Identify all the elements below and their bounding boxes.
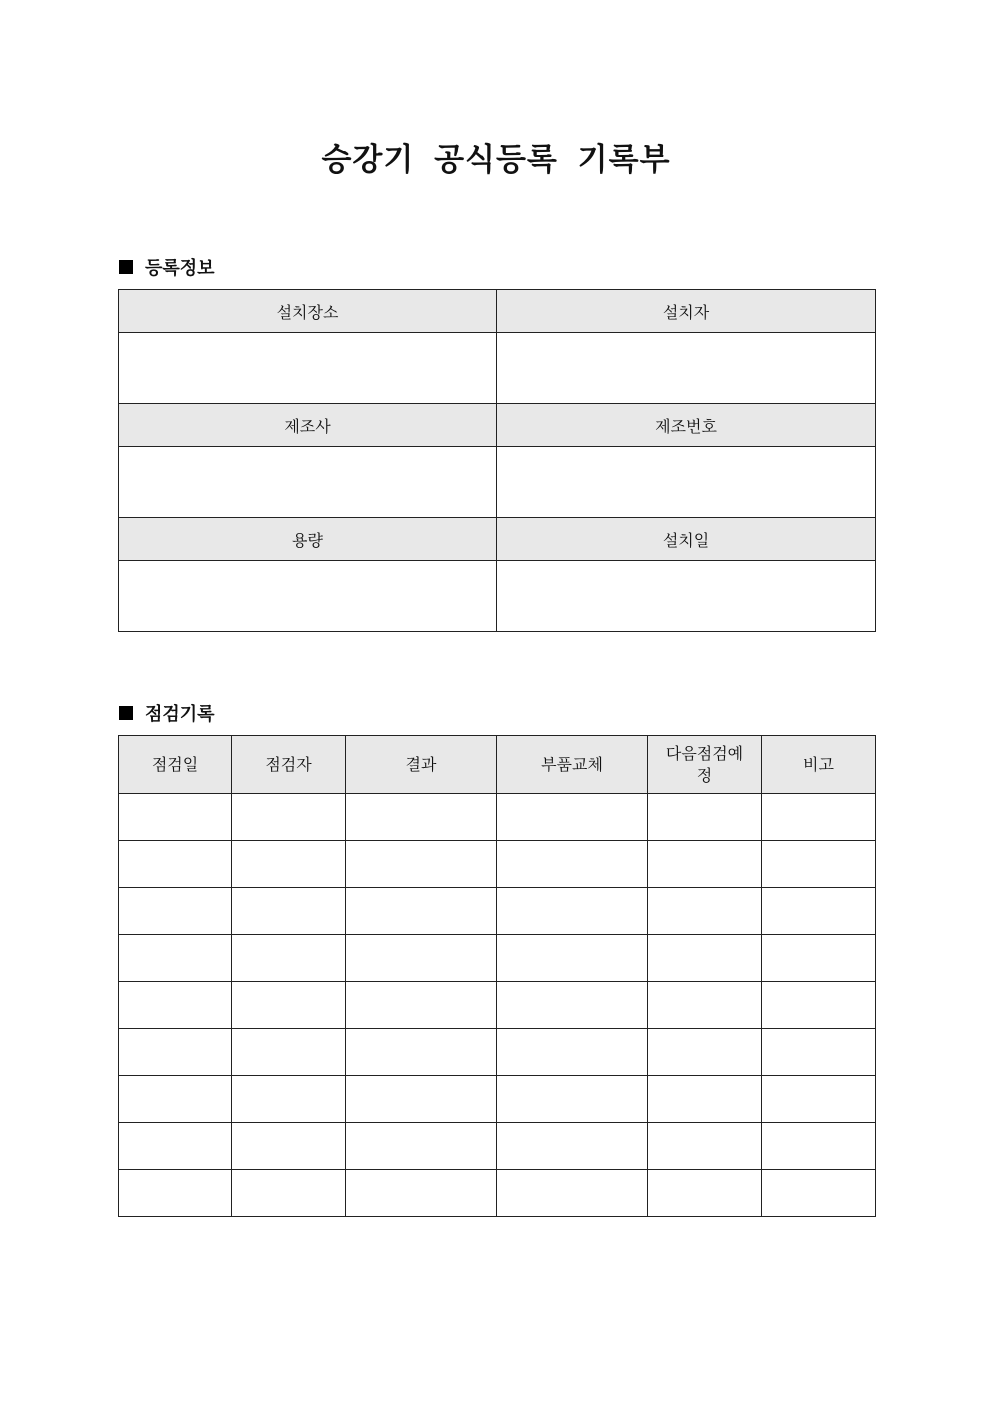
table-row bbox=[119, 888, 876, 935]
column-header-notes: 비고 bbox=[762, 736, 876, 794]
cell-next-inspection[interactable] bbox=[648, 1076, 762, 1123]
cell-result[interactable] bbox=[346, 888, 497, 935]
square-bullet-icon bbox=[119, 706, 133, 720]
cell-notes[interactable] bbox=[762, 982, 876, 1029]
cell-notes[interactable] bbox=[762, 841, 876, 888]
cell-inspector[interactable] bbox=[232, 794, 346, 841]
cell-parts-replaced[interactable] bbox=[497, 935, 648, 982]
inspection-header-row bbox=[119, 736, 876, 794]
cell-parts-replaced[interactable] bbox=[497, 888, 648, 935]
field-value-location[interactable] bbox=[119, 333, 497, 404]
cell-inspector[interactable] bbox=[232, 1076, 346, 1123]
cell-date[interactable] bbox=[119, 1029, 232, 1076]
cell-date[interactable] bbox=[119, 1123, 232, 1170]
cell-notes[interactable] bbox=[762, 935, 876, 982]
cell-result[interactable] bbox=[346, 982, 497, 1029]
cell-date[interactable] bbox=[119, 982, 232, 1029]
cell-parts-replaced[interactable] bbox=[497, 1029, 648, 1076]
cell-parts-replaced[interactable] bbox=[497, 982, 648, 1029]
cell-notes[interactable] bbox=[762, 888, 876, 935]
cell-parts-replaced[interactable] bbox=[497, 794, 648, 841]
cell-inspector[interactable] bbox=[232, 935, 346, 982]
table-row bbox=[119, 841, 876, 888]
field-label-install-date: 설치일 bbox=[497, 518, 876, 561]
registration-heading-label: 등록정보 bbox=[145, 258, 215, 279]
table-row bbox=[119, 935, 876, 982]
cell-inspector[interactable] bbox=[232, 1170, 346, 1217]
cell-date[interactable] bbox=[119, 841, 232, 888]
table-row bbox=[119, 1170, 876, 1217]
registration-heading bbox=[119, 254, 215, 280]
cell-date[interactable] bbox=[119, 1170, 232, 1217]
field-label-location: 설치장소 bbox=[119, 290, 497, 333]
cell-parts-replaced[interactable] bbox=[497, 1123, 648, 1170]
column-header-next-inspection: 다음점검예정 bbox=[648, 736, 762, 794]
cell-date[interactable] bbox=[119, 935, 232, 982]
cell-result[interactable] bbox=[346, 1123, 497, 1170]
cell-inspector[interactable] bbox=[232, 888, 346, 935]
inspection-heading-label: 점검기록 bbox=[145, 704, 215, 725]
cell-next-inspection[interactable] bbox=[648, 1123, 762, 1170]
table-row bbox=[119, 982, 876, 1029]
cell-date[interactable] bbox=[119, 794, 232, 841]
field-label-manufacturer: 제조사 bbox=[119, 404, 497, 447]
table-row bbox=[119, 794, 876, 841]
cell-parts-replaced[interactable] bbox=[497, 1076, 648, 1123]
registration-table bbox=[118, 289, 876, 632]
field-value-manufacturer[interactable] bbox=[119, 447, 497, 518]
cell-parts-replaced[interactable] bbox=[497, 1170, 648, 1217]
inspection-heading bbox=[119, 700, 215, 726]
cell-parts-replaced[interactable] bbox=[497, 841, 648, 888]
field-value-install-date[interactable] bbox=[497, 561, 876, 632]
column-header-date: 점검일 bbox=[119, 736, 232, 794]
column-header-parts-replaced: 부품교체 bbox=[497, 736, 648, 794]
cell-next-inspection[interactable] bbox=[648, 794, 762, 841]
field-value-installer[interactable] bbox=[497, 333, 876, 404]
cell-notes[interactable] bbox=[762, 1076, 876, 1123]
cell-result[interactable] bbox=[346, 841, 497, 888]
column-header-inspector: 점검자 bbox=[232, 736, 346, 794]
cell-next-inspection[interactable] bbox=[648, 888, 762, 935]
field-label-installer: 설치자 bbox=[497, 290, 876, 333]
table-row bbox=[119, 1029, 876, 1076]
cell-inspector[interactable] bbox=[232, 982, 346, 1029]
cell-notes[interactable] bbox=[762, 1123, 876, 1170]
page-title: 승강기 공식등록 기록부 bbox=[321, 142, 671, 178]
cell-notes[interactable] bbox=[762, 1029, 876, 1076]
cell-next-inspection[interactable] bbox=[648, 982, 762, 1029]
cell-inspector[interactable] bbox=[232, 841, 346, 888]
field-value-serial-number[interactable] bbox=[497, 447, 876, 518]
cell-result[interactable] bbox=[346, 935, 497, 982]
cell-result[interactable] bbox=[346, 1076, 497, 1123]
table-row bbox=[119, 1123, 876, 1170]
cell-next-inspection[interactable] bbox=[648, 1029, 762, 1076]
inspection-table bbox=[118, 735, 876, 1217]
cell-next-inspection[interactable] bbox=[648, 935, 762, 982]
cell-notes[interactable] bbox=[762, 1170, 876, 1217]
cell-result[interactable] bbox=[346, 794, 497, 841]
column-header-result: 결과 bbox=[346, 736, 497, 794]
cell-notes[interactable] bbox=[762, 794, 876, 841]
cell-next-inspection[interactable] bbox=[648, 841, 762, 888]
field-value-capacity[interactable] bbox=[119, 561, 497, 632]
cell-inspector[interactable] bbox=[232, 1123, 346, 1170]
cell-next-inspection[interactable] bbox=[648, 1170, 762, 1217]
cell-date[interactable] bbox=[119, 888, 232, 935]
square-bullet-icon bbox=[119, 260, 133, 274]
cell-inspector[interactable] bbox=[232, 1029, 346, 1076]
cell-result[interactable] bbox=[346, 1029, 497, 1076]
cell-date[interactable] bbox=[119, 1076, 232, 1123]
field-label-serial-number: 제조번호 bbox=[497, 404, 876, 447]
table-row bbox=[119, 1076, 876, 1123]
field-label-capacity: 용량 bbox=[119, 518, 497, 561]
cell-result[interactable] bbox=[346, 1170, 497, 1217]
